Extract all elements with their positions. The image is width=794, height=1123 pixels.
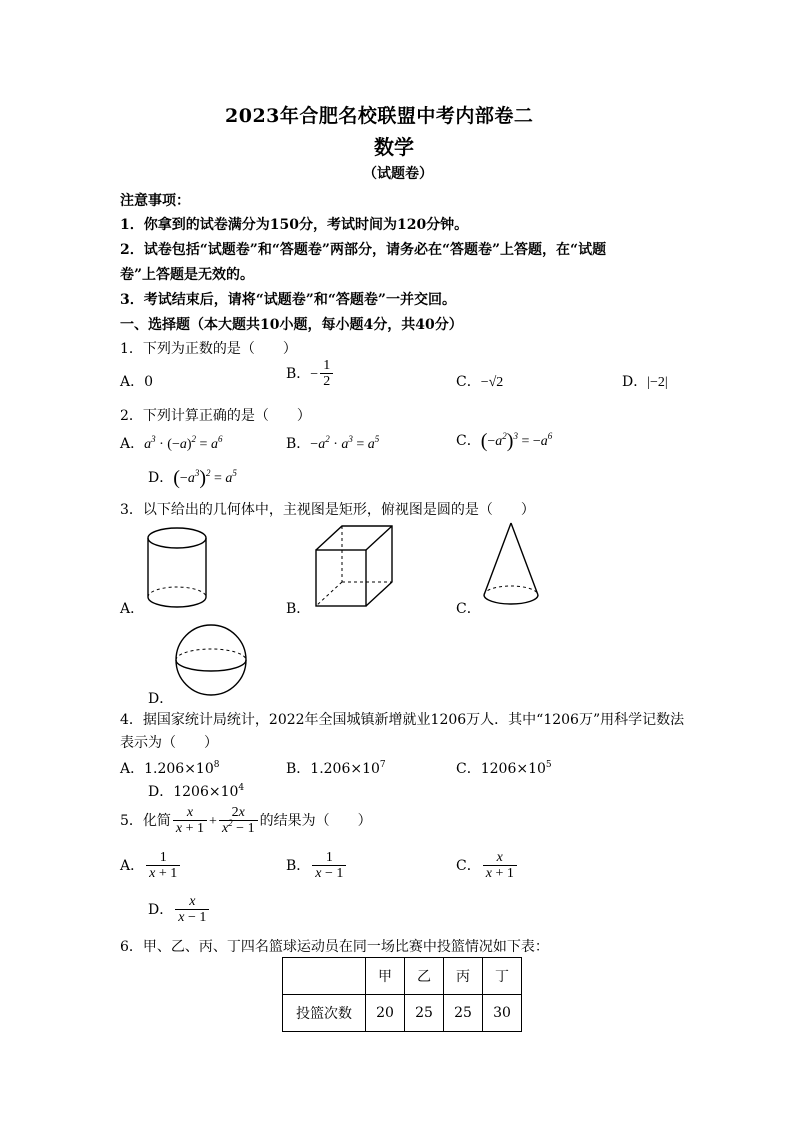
q5-option-b: B． $\frac{1}{x - 1}$	[286, 850, 348, 882]
cone-icon	[478, 520, 548, 612]
q4-option-c: C．$1206\times 10^5$	[456, 760, 552, 777]
notice-heading: 注意事项：	[120, 193, 190, 209]
notice-item: 2．试卷包括“试题卷”和“答题卷”两部分，请务必在“答题卷”上答题，在“试题	[120, 242, 607, 258]
q5-option-c: C． $\frac{x}{x + 1}$	[456, 850, 519, 882]
q4-option-b: B．$1.206\times 10^7$	[286, 760, 386, 777]
table-cell: 25	[444, 995, 483, 1032]
notice-item: 卷”上答题是无效的。	[120, 267, 255, 283]
q2-option-b: B．$-a^2 \cdot a^3 = a^5$	[286, 434, 380, 452]
table-header-cell: 丙	[444, 958, 483, 995]
q5-option-a: A． $\frac{1}{x + 1}$	[120, 850, 182, 882]
q3-option-d: D．	[148, 691, 174, 707]
q1-option-d: D．|−2|	[622, 374, 668, 390]
question-2-stem: 2．下列计算正确的是（ ）	[120, 408, 311, 424]
question-6-stem: 6．甲、乙、丙、丁四名篮球运动员在同一场比赛中投篮情况如下表：	[120, 939, 549, 955]
table-cell: 投篮次数	[283, 995, 366, 1032]
q2-option-d: D．$(-a^3)^2 = a^5$	[148, 467, 237, 489]
question-1-stem: 1．下列为正数的是（ ）	[120, 341, 297, 357]
q4-option-d: D．$1206\times 10^4$	[148, 783, 245, 800]
shots-table	[282, 957, 522, 1032]
sphere-icon	[172, 620, 252, 700]
question-3-stem: 3．以下给出的几何体中，主视图是矩形，俯视图是圆的是（ ）	[120, 502, 535, 518]
table-header-cell: 甲	[366, 958, 405, 995]
q5-option-d: D． $\frac{x}{x - 1}$	[148, 894, 211, 926]
question-4-stem-cont: 表示为（ ）	[120, 735, 218, 751]
table-header-row	[283, 958, 522, 995]
table-header-cell: 丁	[483, 958, 522, 995]
q4-option-a: A．$1.206\times 10^8$	[120, 760, 220, 777]
table-cell: 25	[405, 995, 444, 1032]
notice-item: 3．考试结束后，请将“试题卷”和“答题卷”一并交回。	[120, 292, 456, 308]
q1-option-a: A．0	[120, 374, 154, 390]
section-heading: 一、选择题（本大题共10小题，每小题4分，共40分）	[120, 317, 463, 333]
cylinder-icon	[140, 524, 215, 614]
exam-title: 2023年合肥名校联盟中考内部卷二	[225, 105, 534, 127]
question-4-stem: 4．据国家统计局统计，2022年全国城镇新增就业1206万人．其中“1206万”用科学记数法	[120, 712, 685, 728]
table-header-cell: 乙	[405, 958, 444, 995]
q3-option-a: A．	[120, 601, 145, 617]
q1-option-c: C．−√2	[456, 374, 504, 390]
question-5-stem: 5．化简 $\frac{x}{x + 1}$ + $\frac{2x}{x^2 - 1}$ 的结果为（ ）	[120, 805, 372, 837]
table-cell: 30	[483, 995, 522, 1032]
q2-option-c: C．$(-a^2)^3 = -a^6$	[456, 430, 553, 452]
notice-item: 1．你拿到的试卷满分为150分，考试时间为120分钟。	[120, 217, 469, 233]
subject-title: 数学	[374, 135, 414, 159]
table-cell: 20	[366, 995, 405, 1032]
q2-option-a: A．$a^3 \cdot (-a)^2 = a^6$	[120, 434, 223, 452]
q3-option-c: C．	[456, 601, 481, 617]
table-header-cell	[283, 958, 366, 995]
cube-icon	[312, 524, 402, 614]
table-row	[283, 995, 522, 1032]
paper-type: （试题卷）	[363, 166, 433, 182]
q1-option-b: B．− $\frac{1}{2}$	[286, 358, 335, 390]
q3-option-b: B．	[286, 601, 311, 617]
